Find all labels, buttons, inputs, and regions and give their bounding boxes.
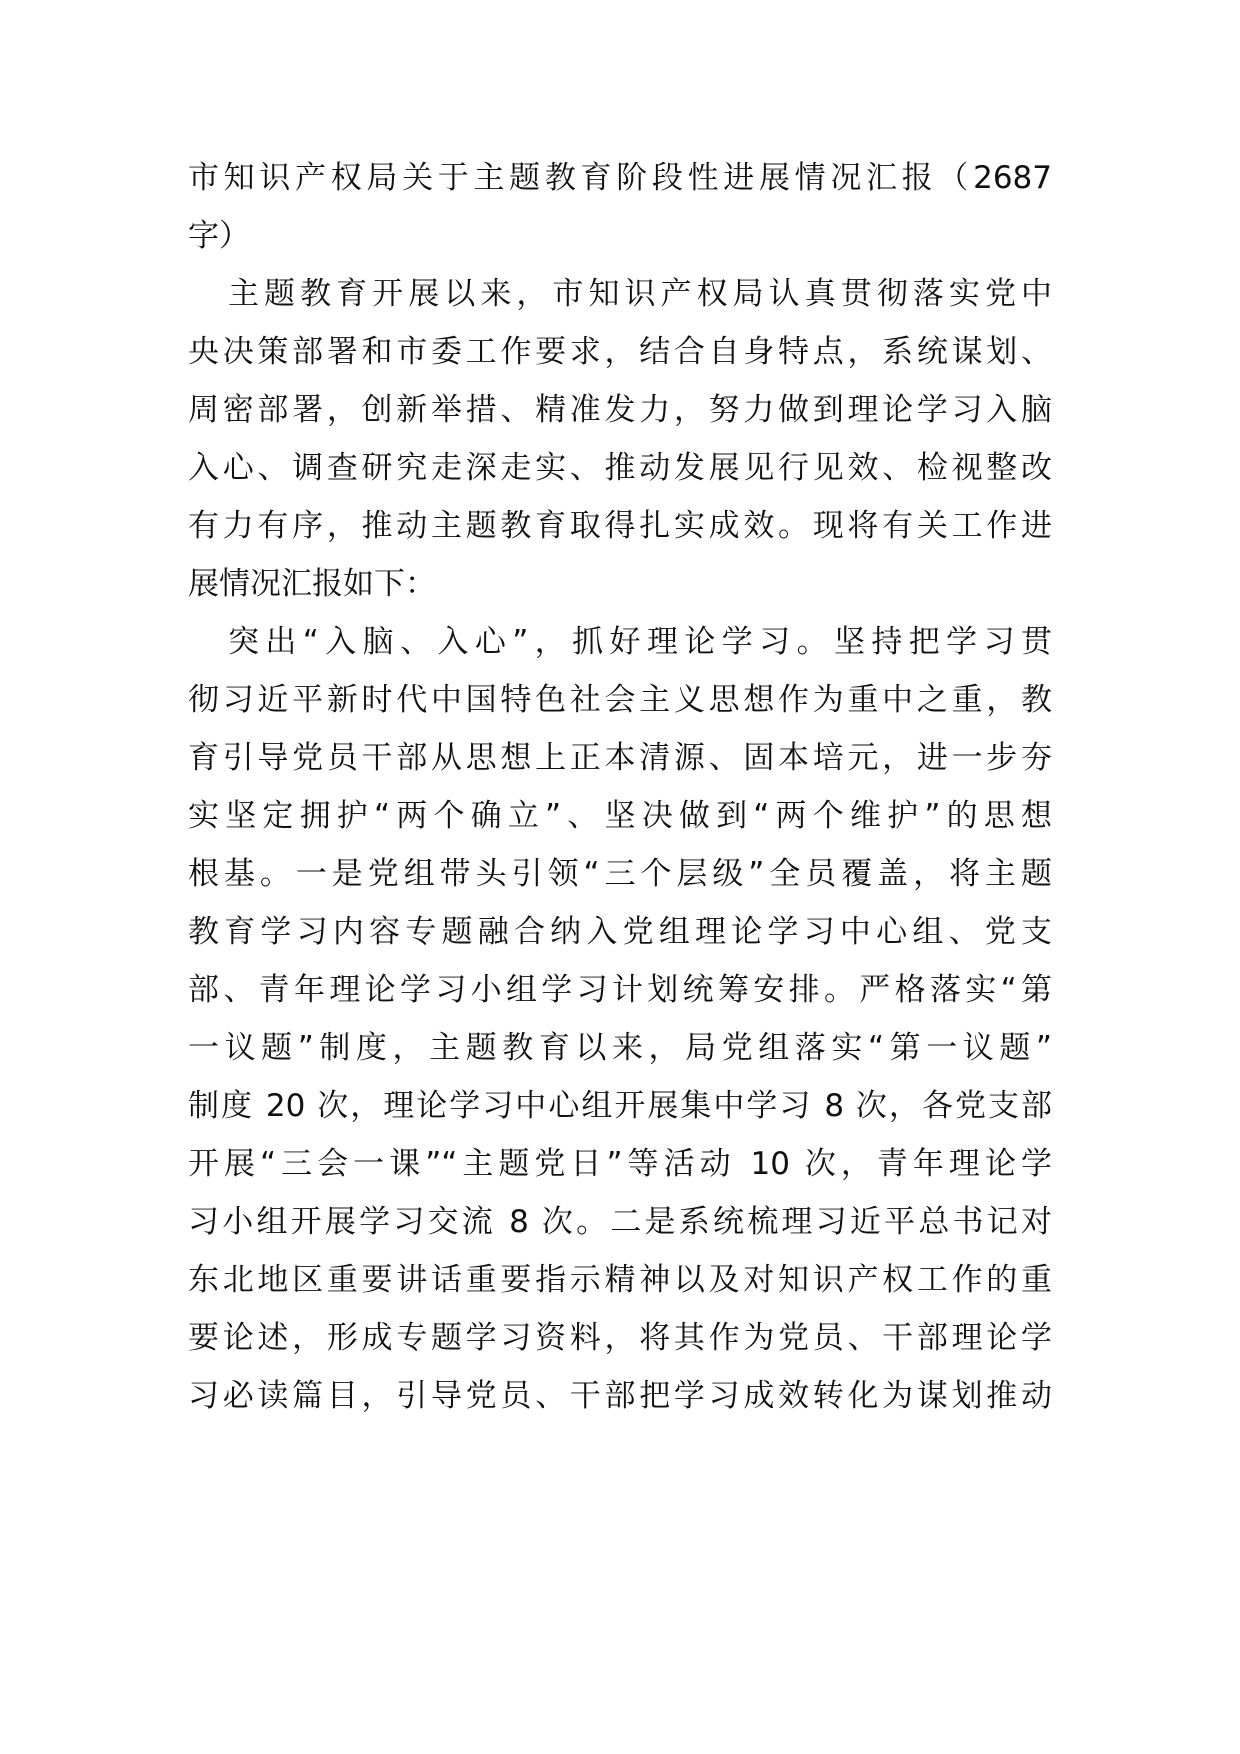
text-line: 入心、调查研究走深走实、推动发展见行见效、检视整改 <box>188 450 1052 486</box>
document-title <box>188 149 1052 265</box>
text-line: 制度 20 次，理论学习中心组开展集中学习 8 次，各党支部 <box>188 1088 1052 1124</box>
paragraph-theory-study <box>188 613 1052 1425</box>
text-line: 突出“入脑、入心”，抓好理论学习。坚持把学习贯 <box>228 624 1052 660</box>
text-line: 彻习近平新时代中国特色社会主义思想作为重中之重，教 <box>188 682 1052 718</box>
title-line: 市知识产权局关于主题教育阶段性进展情况汇报（2687 <box>188 160 1052 196</box>
text-line: 实坚定拥护“两个确立”、坚决做到“两个维护”的思想 <box>188 798 1052 834</box>
text-line: 部、青年理论学习小组学习计划统筹安排。严格落实“第 <box>188 972 1052 1008</box>
document-page <box>188 149 1052 1425</box>
text-line: 开展“三会一课”“主题党日”等活动 10 次，青年理论学 <box>188 1146 1052 1182</box>
text-line: 一议题”制度，主题教育以来，局党组落实“第一议题” <box>188 1030 1052 1066</box>
title-line: 字） <box>188 218 250 254</box>
text-line: 周密部署，创新举措、精准发力，努力做到理论学习入脑 <box>188 392 1052 428</box>
text-line: 根基。一是党组带头引领“三个层级”全员覆盖，将主题 <box>188 856 1052 892</box>
text-line: 央决策部署和市委工作要求，结合自身特点，系统谋划、 <box>188 334 1052 370</box>
paragraph-intro <box>188 265 1052 613</box>
text-line: 有力有序，推动主题教育取得扎实成效。现将有关工作进 <box>188 508 1052 544</box>
text-line: 习小组开展学习交流 8 次。二是系统梳理习近平总书记对 <box>188 1204 1052 1240</box>
text-line: 教育学习内容专题融合纳入党组理论学习中心组、党支 <box>188 914 1052 950</box>
text-line: 育引导党员干部从思想上正本清源、固本培元，进一步夯 <box>188 740 1052 776</box>
text-line: 要论述，形成专题学习资料，将其作为党员、干部理论学 <box>188 1320 1052 1356</box>
text-line: 主题教育开展以来，市知识产权局认真贯彻落实党中 <box>228 276 1052 312</box>
text-line: 习必读篇目，引导党员、干部把学习成效转化为谋划推动 <box>188 1378 1052 1414</box>
text-line: 展情况汇报如下： <box>188 566 436 602</box>
text-line: 东北地区重要讲话重要指示精神以及对知识产权工作的重 <box>188 1262 1052 1298</box>
